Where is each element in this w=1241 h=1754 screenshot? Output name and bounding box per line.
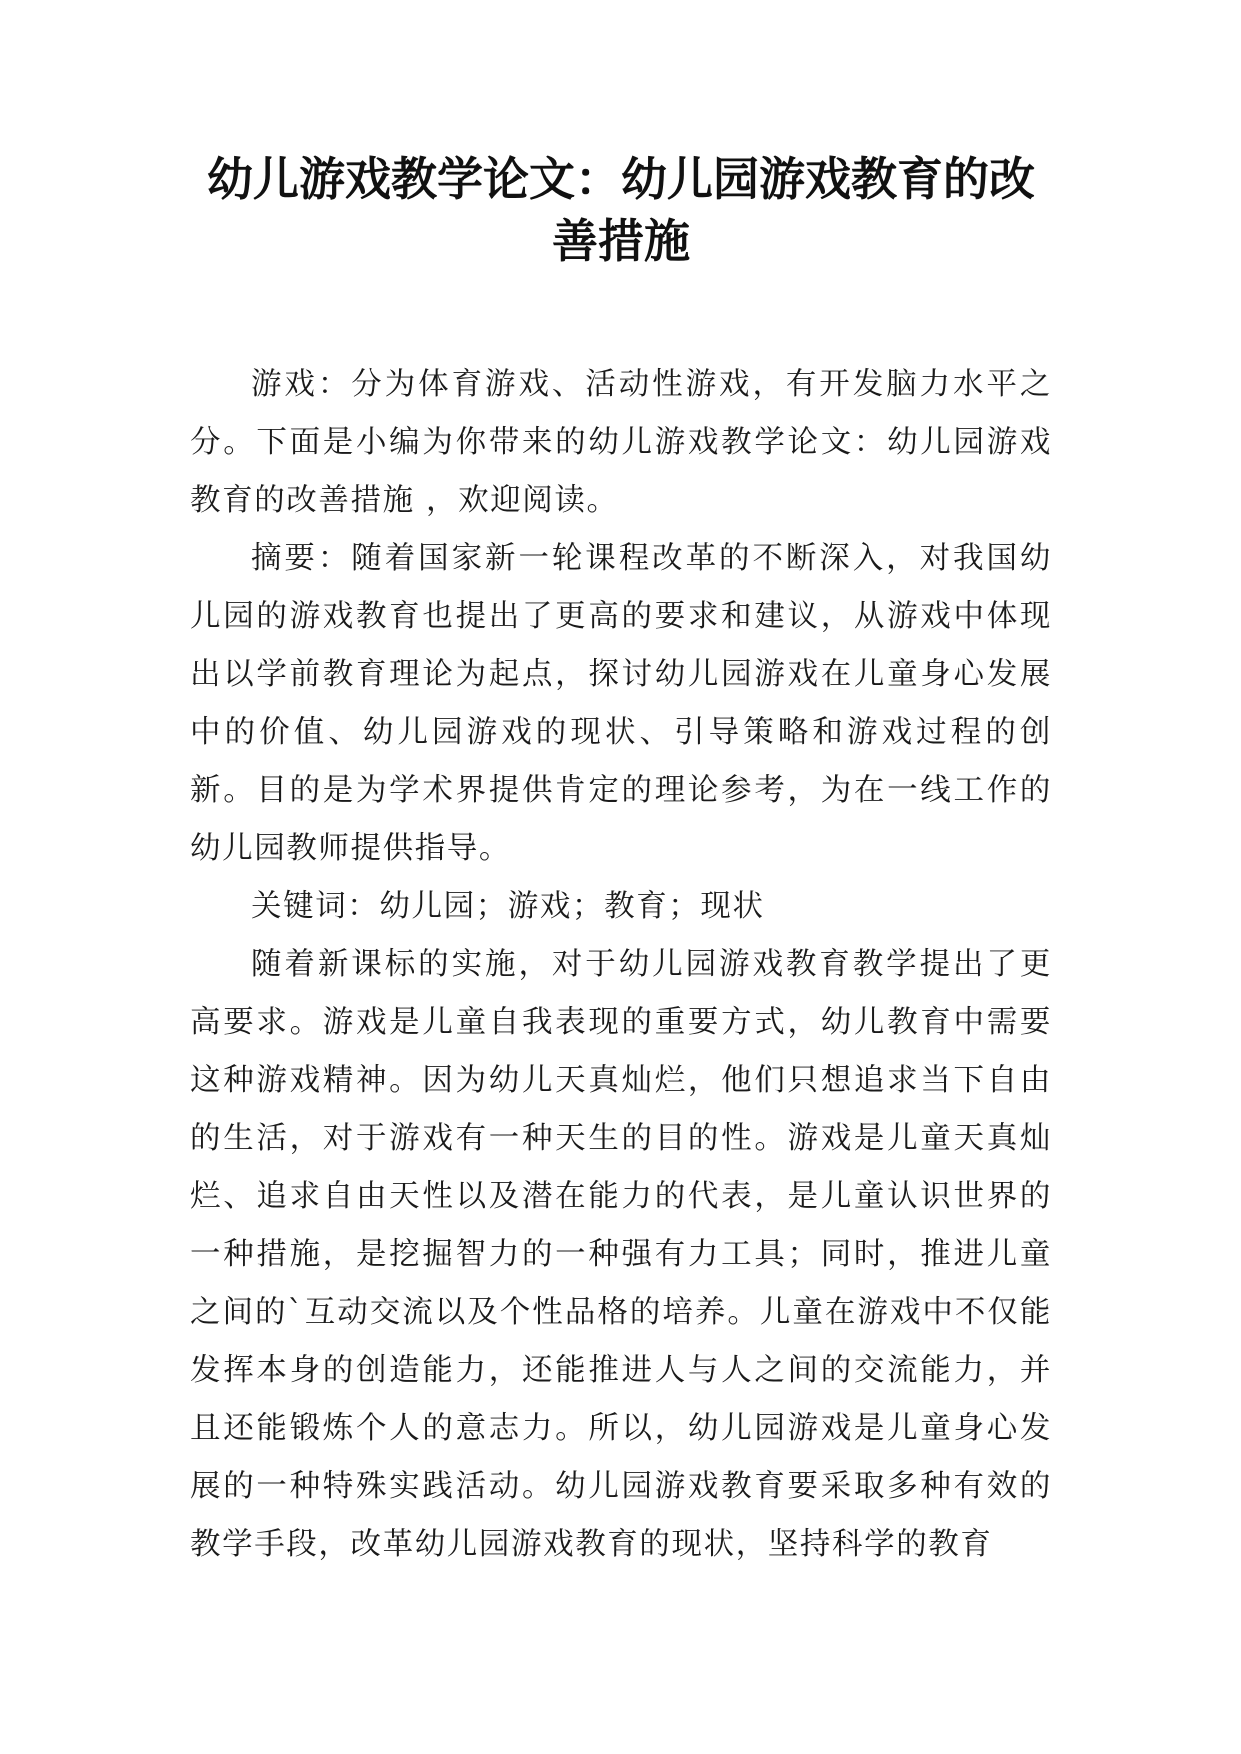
intro-paragraph: 游戏：分为体育游戏、活动性游戏，有开发脑力水平之分。下面是小编为你带来的幼儿游戏教学论文：幼儿园游戏教育的改善措施 ，欢迎阅读。 (190, 367, 1052, 518)
abstract-paragraph: 摘要：随着国家新一轮课程改革的不断深入，对我国幼儿园的游戏教育也提出了更高的要求和建议，从游戏中体现出以学前教育理论为起点，探讨幼儿园游戏在儿童身心发展中的价值、幼儿园游戏的现状、引导策略和游戏过程的创新。目的是为学术界提供肯定的理论参考，为在一线工作的幼儿园教师提供指导。 (190, 541, 1052, 866)
body-paragraph: 随着新课标的实施，对于幼儿园游戏教育教学提出了更高要求。游戏是儿童自我表现的重要方式，幼儿教育中需要这种游戏精神。因为幼儿天真灿烂，他们只想追求当下自由的生活，对于游戏有一种天生的目的性。游戏是儿童天真灿烂、追求自由天性以及潜在能力的代表，是儿童认识世界的一种措施，是挖掘智力的一种强有力工具；同时，推进儿童之间的`互动交流以及个性品格的培养。儿童在游戏中不仅能发挥本身的创造能力，还能推进人与人之间的交流能力，并且还能锻炼个人的意志力。所以，幼儿园游戏是儿童身心发展的一种特殊实践活动。幼儿园游戏教育要采取多种有效的教学手段，改革幼儿园游戏教育的现状，坚持科学的教育 (190, 947, 1052, 1562)
document-body (190, 356, 1052, 1574)
keywords-paragraph: 关键词：幼儿园；游戏；教育；现状 (251, 889, 765, 924)
document-title: 幼儿游戏教学论文：幼儿园游戏教育的改善措施 (207, 152, 1035, 268)
